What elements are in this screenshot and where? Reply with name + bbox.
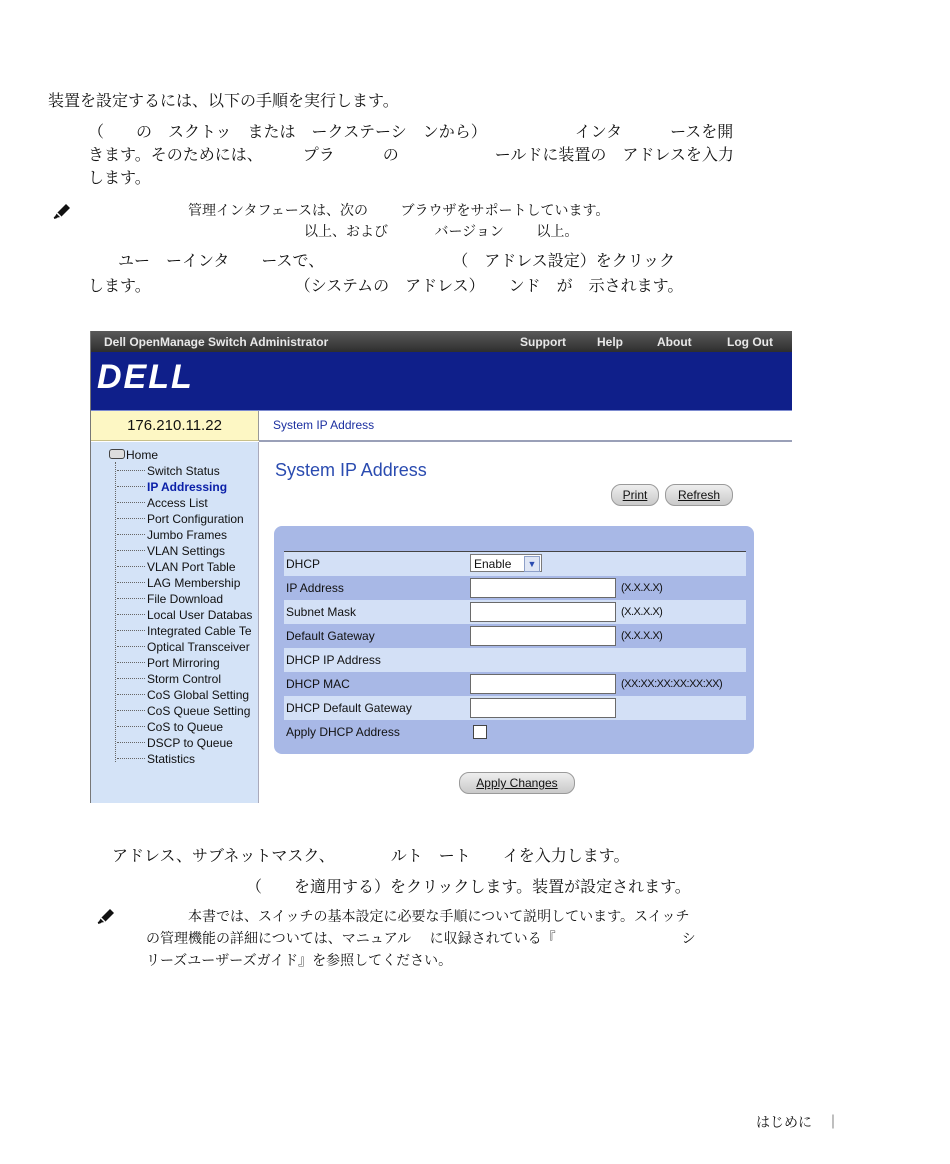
tree-item-optical-transceiver[interactable]: Optical Transceiver bbox=[117, 640, 250, 654]
drive-icon bbox=[109, 449, 125, 459]
note1-line1: 管理インタフェースは、次の ブラウザをサポートしています。 bbox=[188, 203, 610, 219]
dhcp-select-value: Enable bbox=[474, 557, 512, 571]
breadcrumb: System IP Address bbox=[273, 418, 375, 432]
tree-item-dscp-to-queue[interactable]: DSCP to Queue bbox=[117, 736, 233, 750]
tree-item-integrated-cable-test[interactable]: Integrated Cable Te bbox=[117, 624, 252, 638]
sidebar-tree bbox=[91, 442, 259, 803]
tree-item-switch-status[interactable]: Switch Status bbox=[117, 464, 220, 478]
ip-address-input[interactable] bbox=[470, 578, 616, 598]
tree-item-port-configuration[interactable]: Port Configuration bbox=[117, 512, 244, 526]
step4-text: （ を適用する）をクリックします。装置が設定されます。 bbox=[246, 877, 691, 896]
ip-settings-panel bbox=[274, 526, 754, 754]
apply-dhcp-checkbox[interactable] bbox=[473, 725, 487, 739]
note2-line3: リーズユーザーズガイド』を参照してください。 bbox=[146, 953, 453, 969]
row-dhcp-mac bbox=[284, 672, 746, 696]
note2-line1: 本書では、スイッチの基本設定に必要な手順について説明しています。スイッチ bbox=[188, 909, 690, 925]
subnet-mask-label: Subnet Mask bbox=[286, 605, 357, 619]
tree-root-home[interactable] bbox=[109, 448, 158, 462]
nav-help[interactable]: Help bbox=[597, 335, 624, 349]
default-gateway-input[interactable] bbox=[470, 626, 616, 646]
top-bar bbox=[91, 331, 792, 352]
step2-line2: します。 （システムの アドレス） ンド が 示されます。 bbox=[88, 276, 684, 295]
row-subnet-mask bbox=[284, 600, 746, 624]
step3-text: アドレス、サブネットマスク、 ルト ート イを入力します。 bbox=[112, 846, 630, 865]
page-title: System IP Address bbox=[275, 460, 427, 480]
tree-item-cos-to-queue[interactable]: CoS to Queue bbox=[117, 720, 223, 734]
dhcp-select[interactable] bbox=[470, 554, 542, 572]
note-pencil-icon bbox=[96, 907, 116, 925]
default-gateway-hint: (X.X.X.X) bbox=[621, 630, 663, 642]
content-area bbox=[259, 442, 792, 803]
tree-item-lag-membership[interactable]: LAG Membership bbox=[117, 576, 240, 590]
step1-line1: （ の スクトッ または ークステーシ ンから） インタ ースを開 bbox=[88, 122, 734, 141]
dhcp-mac-input[interactable] bbox=[470, 674, 616, 694]
dhcp-ip-address-label: DHCP IP Address bbox=[286, 653, 381, 667]
nav-support[interactable]: Support bbox=[520, 335, 566, 349]
subnet-mask-hint: (X.X.X.X) bbox=[621, 606, 663, 618]
tree-item-cos-queue-setting[interactable]: CoS Queue Setting bbox=[117, 704, 250, 718]
refresh-button[interactable]: Refresh bbox=[665, 484, 733, 506]
dhcp-default-gateway-input[interactable] bbox=[470, 698, 616, 718]
page-footer: はじめに ｜ bbox=[756, 1115, 840, 1131]
tree-root-label: Home bbox=[126, 448, 159, 462]
row-dhcp bbox=[284, 552, 746, 576]
apply-changes-button[interactable]: Apply Changes bbox=[459, 772, 575, 794]
row-dhcp-ip-address bbox=[284, 648, 746, 672]
tree-guide-line bbox=[115, 462, 116, 762]
note1-line2: 以上、および バージョン 以上。 bbox=[304, 224, 579, 240]
tree-item-statistics[interactable]: Statistics bbox=[117, 752, 195, 766]
step1-line2: きます。そのためには、 プラ の ールドに装置の アドレスを入力 bbox=[88, 145, 734, 164]
dhcp-mac-hint: (XX:XX:XX:XX:XX:XX) bbox=[621, 678, 723, 690]
step1-line3: します。 bbox=[88, 168, 151, 187]
ip-address-label: IP Address bbox=[286, 581, 344, 595]
note-pencil-icon bbox=[52, 202, 72, 220]
tree-item-cos-global-setting[interactable]: CoS Global Setting bbox=[117, 688, 249, 702]
print-button[interactable]: Print bbox=[611, 484, 659, 506]
switch-admin-screenshot bbox=[90, 331, 792, 803]
brand-banner bbox=[91, 352, 792, 411]
apply-dhcp-address-label: Apply DHCP Address bbox=[286, 725, 400, 739]
breadcrumb-bar bbox=[259, 411, 792, 442]
tree-item-jumbo-frames[interactable]: Jumbo Frames bbox=[117, 528, 227, 542]
intro-text: 装置を設定するには、以下の手順を実行します。 bbox=[48, 91, 399, 110]
tree-item-ip-addressing[interactable]: IP Addressing bbox=[117, 480, 227, 494]
note2-line2: の管理機能の詳細については、マニュアル に収録されている『 シ bbox=[146, 931, 696, 947]
row-dhcp-default-gateway bbox=[284, 696, 746, 720]
tree-item-vlan-port-table[interactable]: VLAN Port Table bbox=[117, 560, 236, 574]
tree-item-storm-control[interactable]: Storm Control bbox=[117, 672, 221, 686]
dell-logo: DELL bbox=[97, 358, 194, 396]
row-ip-address bbox=[284, 576, 746, 600]
dhcp-mac-label: DHCP MAC bbox=[286, 677, 350, 691]
tree-item-port-mirroring[interactable]: Port Mirroring bbox=[117, 656, 220, 670]
tree-item-file-download[interactable]: File Download bbox=[117, 592, 223, 606]
nav-logout[interactable]: Log Out bbox=[727, 335, 773, 349]
default-gateway-label: Default Gateway bbox=[286, 629, 375, 643]
tree-item-vlan-settings[interactable]: VLAN Settings bbox=[117, 544, 225, 558]
nav-about[interactable]: About bbox=[657, 335, 692, 349]
dhcp-label: DHCP bbox=[286, 557, 321, 571]
tree-item-local-user-database[interactable]: Local User Databas bbox=[117, 608, 252, 622]
row-default-gateway bbox=[284, 624, 746, 648]
row-apply-dhcp-address bbox=[284, 720, 746, 744]
dhcp-default-gateway-label: DHCP Default Gateway bbox=[286, 701, 412, 715]
tree-item-access-list[interactable]: Access List bbox=[117, 496, 208, 510]
device-ip: 176.210.11.22 bbox=[91, 411, 259, 441]
chevron-down-icon[interactable]: ▼ bbox=[524, 556, 540, 572]
ip-address-hint: (X.X.X.X) bbox=[621, 582, 663, 594]
app-title: Dell OpenManage Switch Administrator bbox=[104, 335, 329, 349]
subnet-mask-input[interactable] bbox=[470, 602, 616, 622]
step2-line1: ユー ーインタ ースで、 （ アドレス設定）をクリック bbox=[118, 251, 676, 270]
